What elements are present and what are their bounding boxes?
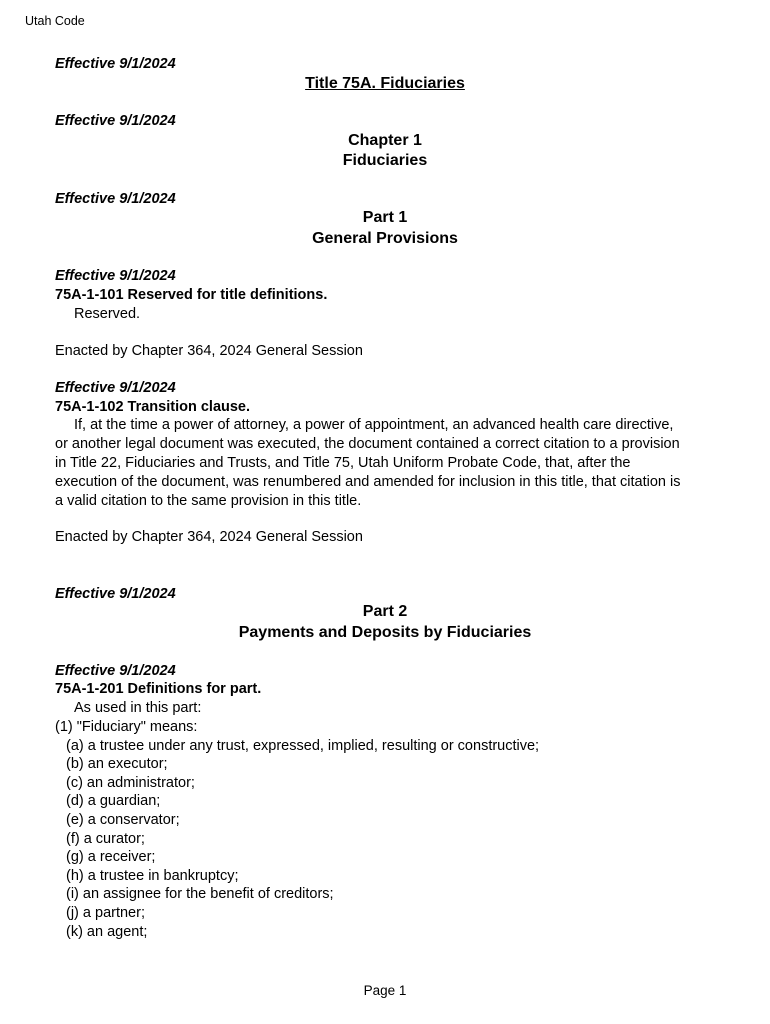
part-name: Payments and Deposits by Fiduciaries [238, 624, 532, 641]
paragraph-line: execution of the document, was renumbered and amended for inclusion in this title, that citation is [55, 474, 681, 490]
definition-subitem: (e) a conservator; [66, 812, 180, 828]
chapter-number: Chapter 1 [348, 132, 422, 149]
effective-date: Effective 9/1/2024 [55, 56, 176, 72]
definition-subitem: (d) a guardian; [66, 793, 161, 809]
effective-date: Effective 9/1/2024 [55, 380, 176, 396]
definition-subitem: (g) a receiver; [66, 849, 156, 865]
section-history: Enacted by Chapter 364, 2024 General Session [55, 529, 363, 545]
definition-subitem: (a) a trustee under any trust, expressed, implied, resulting or constructive; [66, 738, 540, 754]
effective-date: Effective 9/1/2024 [55, 268, 176, 284]
definition-subitem: (i) an assignee for the benefit of creditors; [66, 886, 334, 902]
chapter-name: Fiduciaries [342, 152, 428, 169]
section-heading: 75A-1-201 Definitions for part. [55, 681, 262, 697]
paragraph-line: a valid citation to the same provision in this title. [55, 493, 362, 509]
part-name: General Provisions [312, 230, 458, 247]
definition-item: (1) "Fiduciary" means: [55, 719, 198, 735]
definition-subitem: (k) an agent; [66, 924, 148, 940]
section-text: Reserved. [74, 306, 141, 322]
part-number: Part 2 [362, 603, 408, 620]
section-history: Enacted by Chapter 364, 2024 General Session [55, 343, 363, 359]
definition-subitem: (c) an administrator; [66, 775, 195, 791]
effective-date: Effective 9/1/2024 [55, 663, 176, 679]
paragraph-line: or another legal document was executed, the document contained a correct citation to a provision [55, 436, 680, 452]
section-intro: As used in this part: [74, 700, 202, 716]
paragraph-line: in Title 22, Fiduciaries and Trusts, and Title 75, Utah Uniform Probate Code, that, after the [55, 455, 631, 471]
section-heading: 75A-1-101 Reserved for title definitions. [55, 287, 328, 303]
page-number: Page 1 [363, 983, 407, 998]
part-number: Part 1 [362, 209, 408, 226]
definition-subitem: (b) an executor; [66, 756, 168, 772]
definition-subitem: (j) a partner; [66, 905, 145, 921]
title-heading: Title 75A. Fiduciaries [305, 75, 465, 92]
effective-date: Effective 9/1/2024 [55, 586, 176, 602]
running-header: Utah Code [25, 14, 85, 28]
effective-date: Effective 9/1/2024 [55, 113, 176, 129]
definition-subitem: (h) a trustee in bankruptcy; [66, 868, 239, 884]
section-heading: 75A-1-102 Transition clause. [55, 399, 251, 415]
paragraph-line: If, at the time a power of attorney, a power of appointment, an advanced health care directive, [74, 417, 674, 433]
definition-subitem: (f) a curator; [66, 831, 145, 847]
effective-date: Effective 9/1/2024 [55, 191, 176, 207]
